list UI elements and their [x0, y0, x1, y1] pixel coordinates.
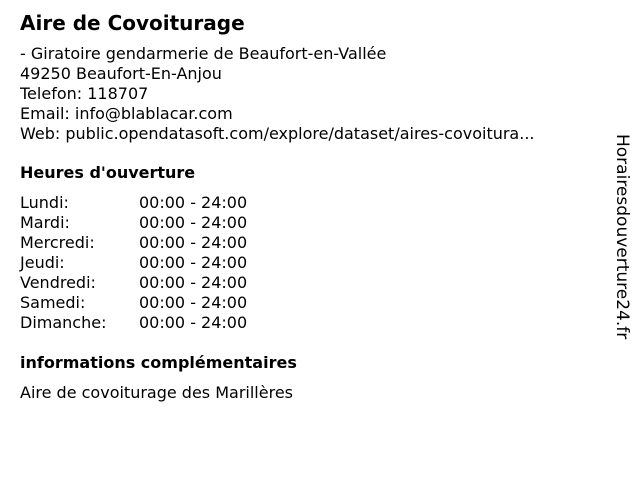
site-watermark: Horairesdouverture24.fr [612, 134, 632, 340]
phone-line: Telefon: 118707 [20, 84, 149, 103]
hours-row [20, 313, 247, 333]
opening-hours-heading: Heures d'ouverture [20, 163, 196, 182]
hours-day: Vendredi: [20, 273, 96, 292]
opening-hours-table [20, 193, 247, 333]
hours-row [20, 213, 247, 233]
hours-time: 00:00 - 24:00 [139, 313, 248, 332]
address-line-city: 49250 Beaufort-En-Anjou [20, 64, 222, 83]
hours-row [20, 293, 247, 313]
place-card [20, 10, 600, 403]
additional-info-text: Aire de covoiturage des Marillères [20, 383, 293, 402]
hours-time: 00:00 - 24:00 [139, 213, 248, 232]
hours-day: Jeudi: [20, 253, 65, 272]
hours-time: 00:00 - 24:00 [139, 193, 248, 212]
hours-time: 00:00 - 24:00 [139, 253, 248, 272]
hours-row [20, 193, 247, 213]
hours-row [20, 253, 247, 273]
web-line: Web: public.opendatasoft.com/explore/dataset/aires-covoitura... [20, 124, 535, 143]
address-line-street: - Giratoire gendarmerie de Beaufort-en-Vallée [20, 44, 387, 63]
hours-day: Lundi: [20, 193, 69, 212]
hours-row [20, 273, 247, 293]
hours-day: Dimanche: [20, 313, 107, 332]
address-block [20, 44, 600, 144]
email-line: Email: info@blablacar.com [20, 104, 233, 123]
additional-info-heading: informations complémentaires [20, 353, 297, 372]
hours-day: Mardi: [20, 213, 70, 232]
hours-row [20, 233, 247, 253]
place-title: Aire de Covoiturage [20, 11, 245, 35]
hours-time: 00:00 - 24:00 [139, 233, 248, 252]
hours-time: 00:00 - 24:00 [139, 273, 248, 292]
hours-day: Samedi: [20, 293, 86, 312]
hours-day: Mercredi: [20, 233, 95, 252]
hours-time: 00:00 - 24:00 [139, 293, 248, 312]
